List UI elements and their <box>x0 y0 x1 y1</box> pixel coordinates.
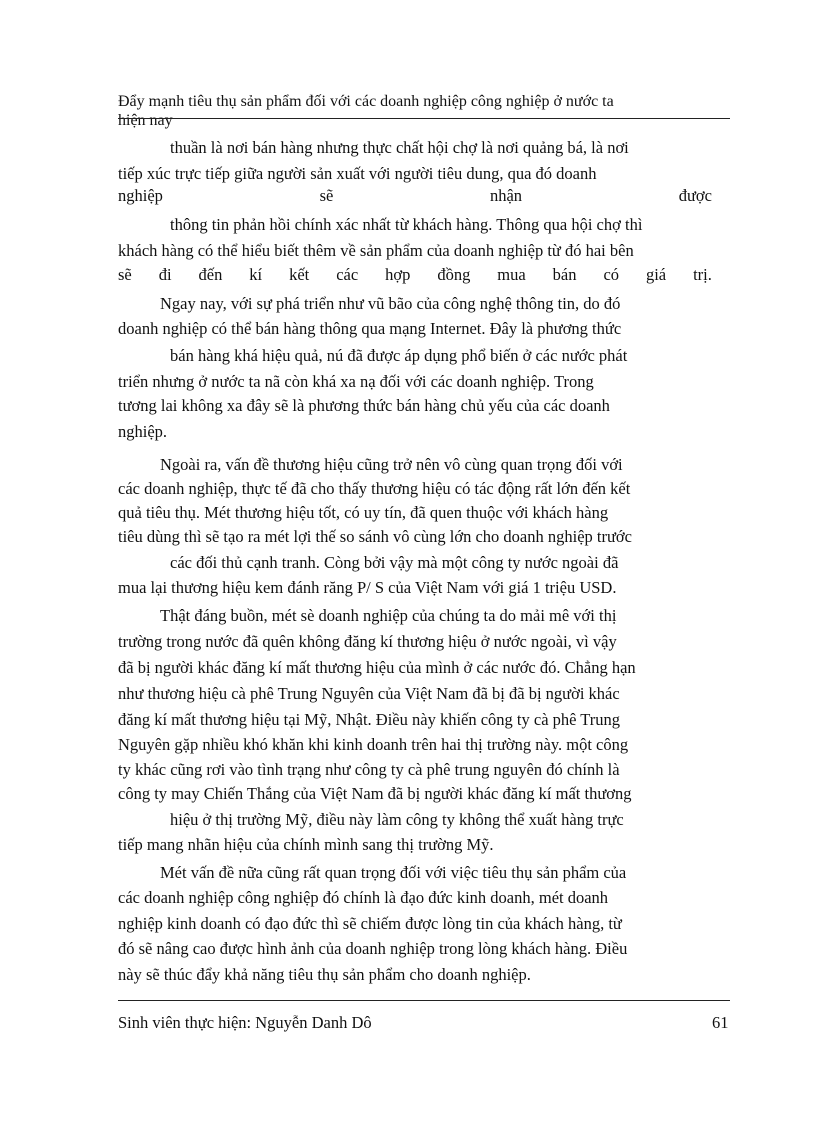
body-line: Nguyên gặp nhiều khó khăn khi kinh doanh trên hai thị trường này. một công <box>118 735 629 754</box>
body-line: Ngay nay, với sự phá triển như vũ bão của công nghệ thông tin, do đó <box>160 294 621 313</box>
footer-divider <box>118 1000 730 1001</box>
body-word: kí <box>249 265 263 284</box>
header-title-line2: hiện nay <box>118 112 173 129</box>
body-line: mua lại thương hiệu kem đánh răng P/ S của Việt Nam với giá 1 triệu USD. <box>118 578 617 597</box>
body-line: doanh nghiệp có thể bán hàng thông qua mạng Internet. Đây là phương thức <box>118 319 622 338</box>
body-line: khách hàng có thể hiểu biết thêm về sản phẩm của doanh nghiệp từ đó hai bên <box>118 241 634 260</box>
body-word: bán <box>552 265 577 284</box>
body-line: Mét vấn đề nữa cũng rất quan trọng đối với việc tiêu thụ sản phẩm của <box>160 863 627 882</box>
body-line: đã bị người khác đăng kí mất thương hiệu của mình ở các nước đó. Chẳng hạn <box>118 658 636 677</box>
footer-author: Sinh viên thực hiện: Nguyễn Danh Dô <box>118 1013 372 1032</box>
body-line-justified <box>118 186 712 206</box>
body-line: nghiệp kinh doanh có đạo đức thì sẽ chiếm được lòng tin của khách hàng, từ <box>118 914 622 933</box>
body-line: đăng kí mất thương hiệu tại Mỹ, Nhật. Điều này khiến công ty cà phê Trung <box>118 710 621 729</box>
body-line: hiệu ở thị trường Mỹ, điều này làm công ty không thể xuất hàng trực <box>170 810 624 829</box>
body-line: tương lai không xa đây sẽ là phương thức bán hàng chủ yếu của các doanh <box>118 396 610 415</box>
body-line: Ngoài ra, vấn đề thương hiệu cũng trở nên vô cùng quan trọng đối với <box>160 455 623 474</box>
body-word: đi <box>158 265 172 284</box>
body-word: sẽ <box>118 265 132 284</box>
body-word: sẽ <box>319 186 334 205</box>
body-line: các đối thủ cạnh tranh. Còng bởi vậy mà một công ty nước ngoài đã <box>170 553 619 572</box>
body-word: đến <box>198 265 223 284</box>
body-line: quả tiêu thụ. Mét thương hiệu tốt, có uy tín, đã quen thuộc với khách hàng <box>118 503 609 522</box>
body-word: giá <box>645 265 667 284</box>
body-line-justified <box>118 265 712 285</box>
body-line: tiêu dùng thì sẽ tạo ra mét lợi thế so sánh vô cùng lớn cho doanh nghiệp trước <box>118 527 632 546</box>
body-word: trị. <box>693 265 712 284</box>
body-line: bán hàng khá hiệu quả, nú đã được áp dụng phổ biến ở các nước phát <box>170 346 628 365</box>
body-line: như thương hiệu cà phê Trung Nguyên của Việt Nam đã bị đã bị người khác <box>118 684 620 703</box>
body-line: trường trong nước đã quên không đăng kí thương hiệu ở nước ngoài, vì vậy <box>118 632 617 651</box>
body-line: nghiệp. <box>118 422 168 441</box>
body-word: kết <box>289 265 310 284</box>
body-word: có <box>603 265 620 284</box>
body-line: này sẽ thúc đẩy khả năng tiêu thụ sản phẩm cho doanh nghiệp. <box>118 965 531 984</box>
body-word: được <box>678 186 712 205</box>
body-line: thông tin phản hồi chính xác nhất từ khách hàng. Thông qua hội chợ thì <box>170 215 643 234</box>
body-line: các doanh nghiệp công nghiệp đó chính là đạo đức kinh doanh, mét doanh <box>118 888 609 907</box>
page-number: 61 <box>712 1013 729 1032</box>
body-line: đó sẽ nâng cao được hình ảnh của doanh nghiệp trong lòng khách hàng. Điều <box>118 939 628 958</box>
body-word: các <box>336 265 359 284</box>
header-title-line1: Đẩy mạnh tiêu thụ sản phẩm đối với các doanh nghiệp công nghiệp ở nước ta <box>118 93 614 110</box>
body-line: thuần là nơi bán hàng nhưng thực chất hội chợ là nơi quảng bá, là nơi <box>170 138 629 157</box>
body-line: triển nhưng ở nước ta nã còn khá xa nạ đối với các doanh nghiệp. Trong <box>118 372 594 391</box>
body-word: hợp <box>385 265 411 284</box>
body-line: Thật đáng buồn, mét sè doanh nghiệp của chúng ta do mải mê với thị <box>160 606 617 625</box>
page-header <box>118 92 730 129</box>
body-line: tiếp mang nhãn hiệu của chính mình sang thị trường Mỹ. <box>118 835 494 854</box>
body-word: nghiệp <box>118 186 163 205</box>
body-line: ty khác cũng rơi vào tình trạng như công ty cà phê trung nguyên đó chính là <box>118 760 620 779</box>
body-line: công ty may Chiến Thắng của Việt Nam đã bị người khác đăng kí mất thương <box>118 784 632 803</box>
body-word: đồng <box>437 265 471 284</box>
body-word: mua <box>497 265 526 284</box>
header-divider <box>118 118 730 119</box>
body-word: nhận <box>489 186 523 205</box>
body-line: tiếp xúc trực tiếp giữa người sản xuất với người tiêu dung, qua đó doanh <box>118 164 597 183</box>
body-line: các doanh nghiệp, thực tế đã cho thấy thương hiệu có tác động rất lớn đến kết <box>118 479 631 498</box>
